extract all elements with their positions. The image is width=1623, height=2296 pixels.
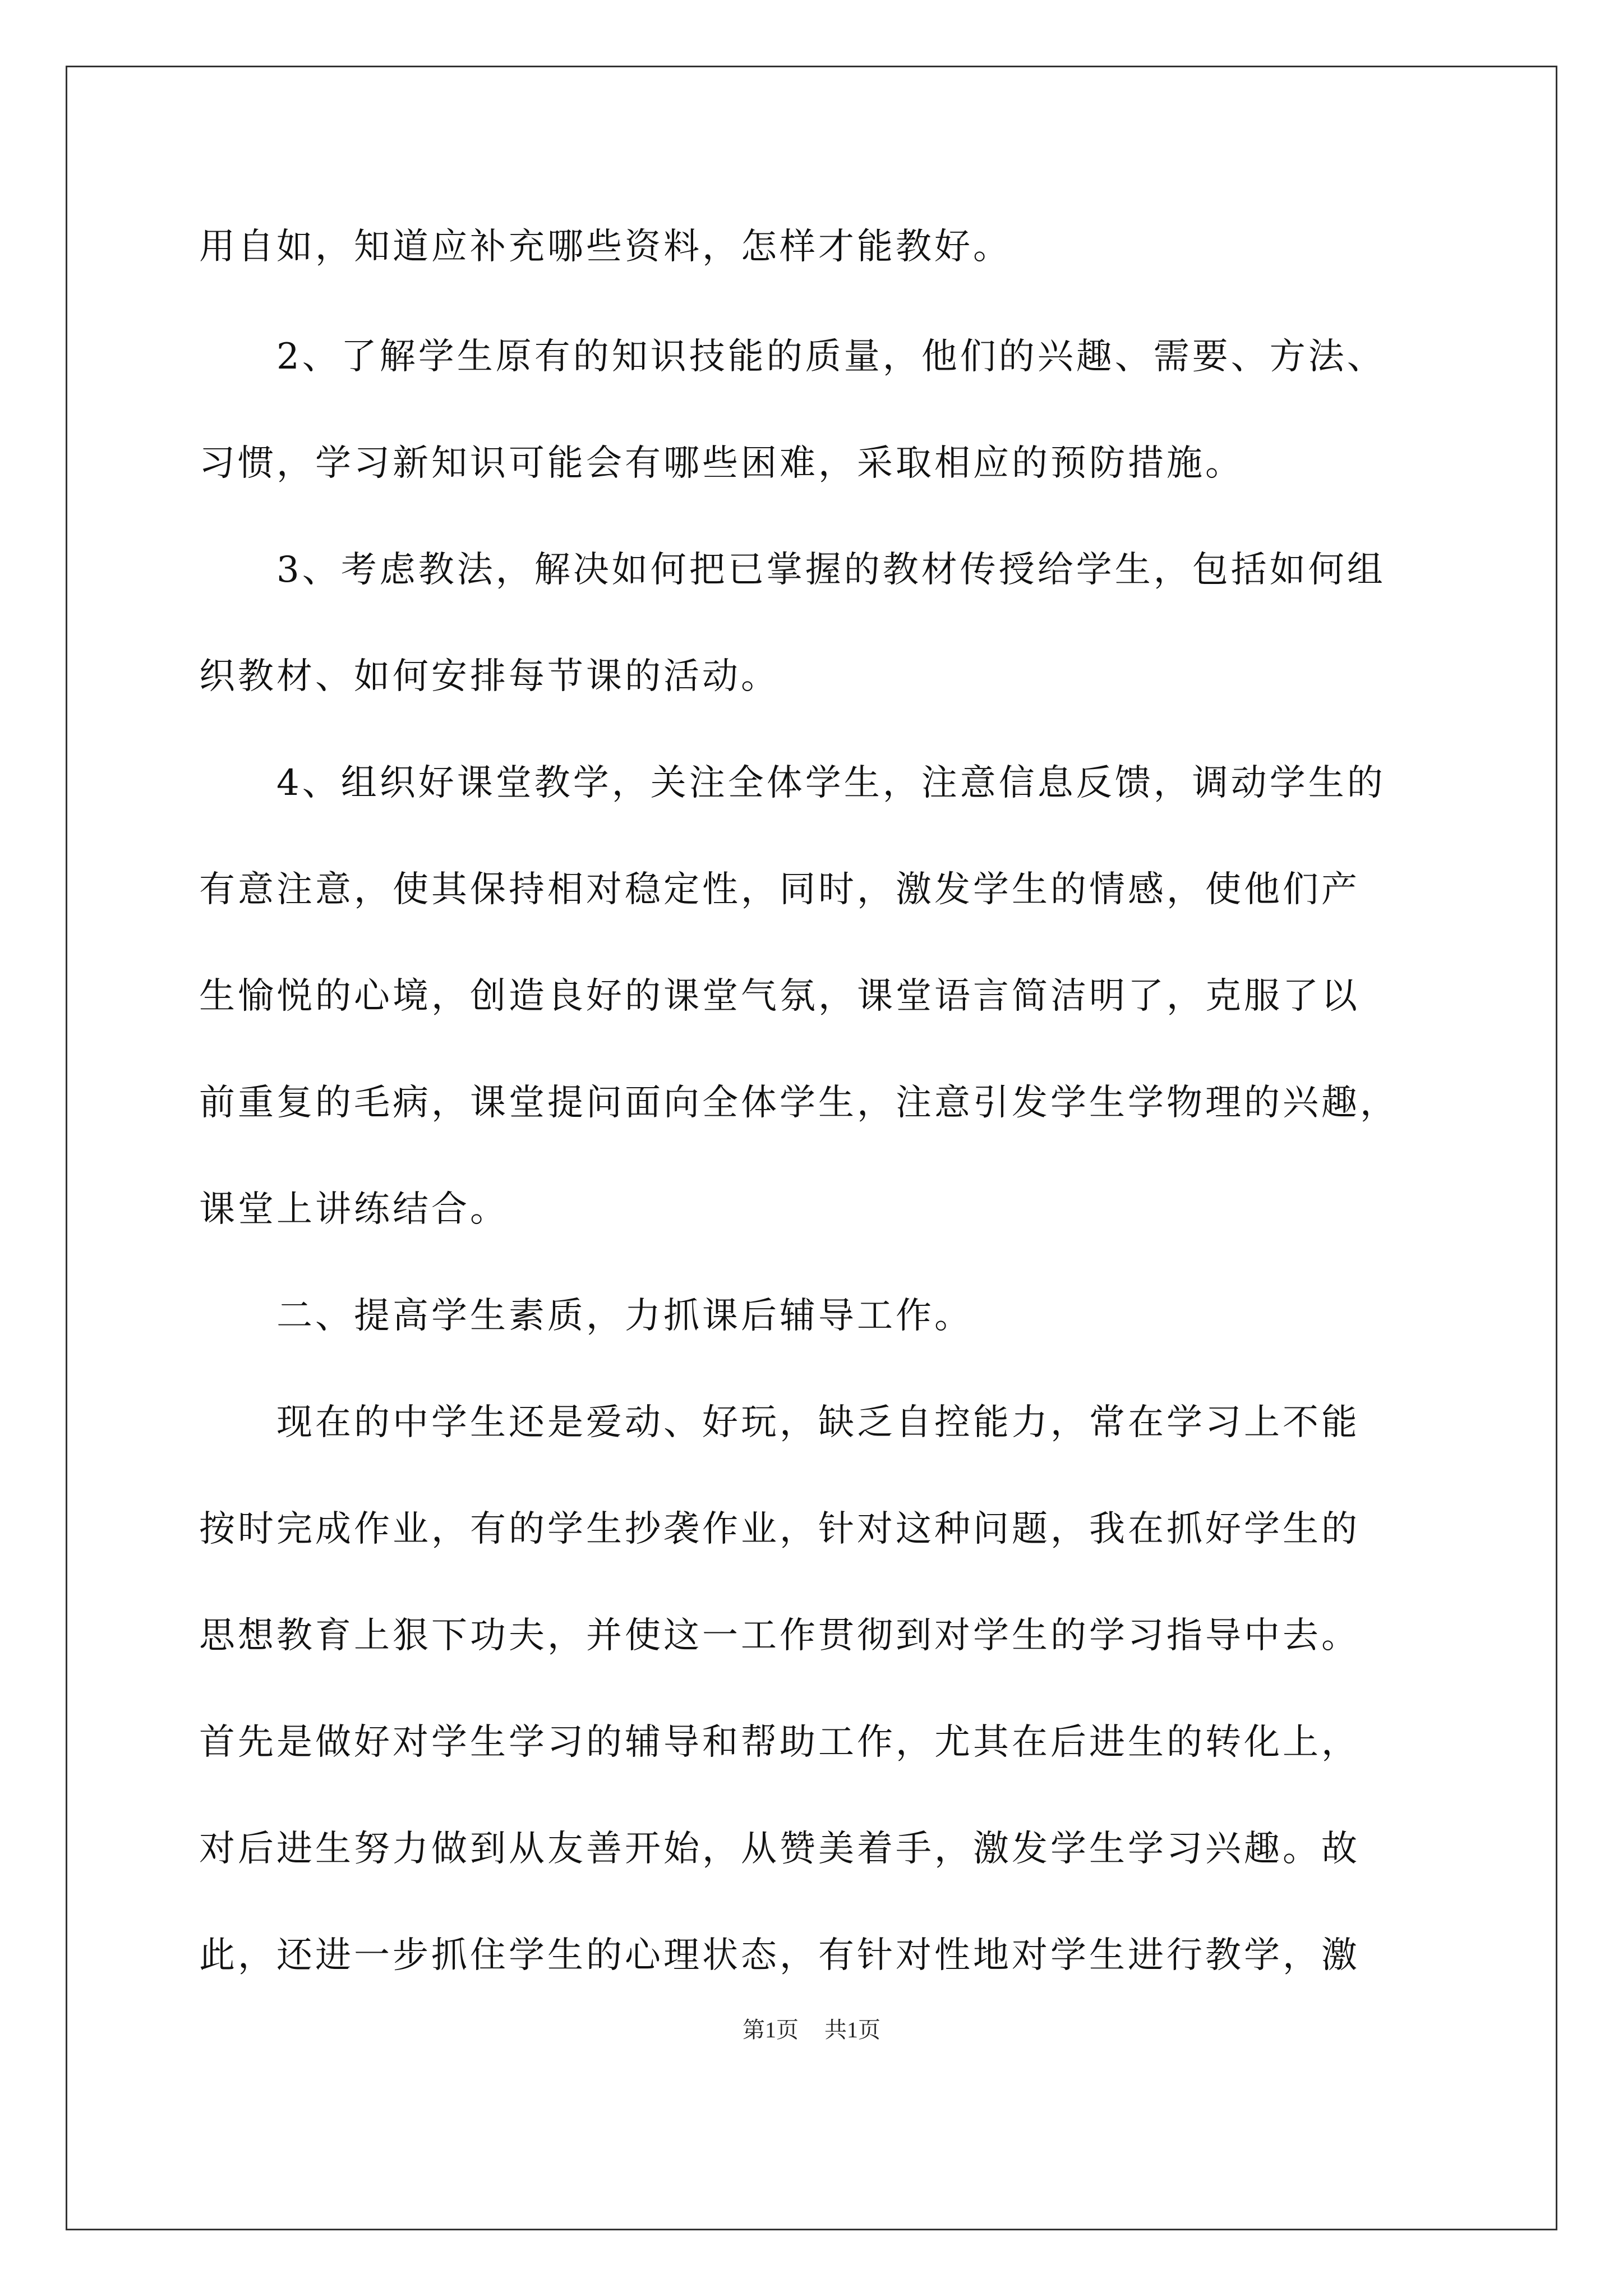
text-line: 按时完成作业，有的学生抄袭作业，针对这种问题，我在抓好学生的 (199, 1508, 1360, 1550)
text-line: 4、组织好课堂教学，关注全体学生，注意信息反馈，调动学生的 (199, 762, 1386, 804)
text-line: 现在的中学生还是爱动、好玩，缺乏自控能力，常在学习上不能 (199, 1402, 1360, 1443)
text-line: 有意注意，使其保持相对稳定性，同时，激发学生的情感，使他们产 (199, 869, 1360, 910)
text-line: 习惯，学习新知识可能会有哪些困难，采取相应的预防措施。 (199, 443, 1244, 484)
text-line: 前重复的毛病，课堂提问面向全体学生，注意引发学生学物理的兴趣， (199, 1082, 1399, 1124)
text-line: 3、考虑教法，解决如何把已掌握的教材传授给学生，包括如何组 (199, 549, 1386, 591)
text-line: 织教材、如何安排每节课的活动。 (199, 656, 780, 697)
text-line: 首先是做好对学生学习的辅导和帮助工作，尤其在后进生的转化上， (199, 1722, 1360, 1763)
text-line: 对后进生努力做到从友善开始，从赞美着手，激发学生学习兴趣。故 (199, 1828, 1360, 1870)
page-total: 共1页 (824, 2017, 880, 2042)
page-number: 第1页 (743, 2017, 799, 2042)
page-footer (0, 2016, 1623, 2044)
text-line: 此，还进一步抓住学生的心理状态，有针对性地对学生进行教学，激 (199, 1935, 1360, 1976)
text-line: 二、提高学生素质，力抓课后辅导工作。 (199, 1295, 973, 1337)
text-line: 课堂上讲练结合。 (199, 1189, 509, 1230)
text-line: 用自如，知道应补充哪些资料，怎样才能教好。 (199, 226, 1012, 268)
text-line: 2、了解学生原有的知识技能的质量，他们的兴趣、需要、方法、 (199, 336, 1386, 378)
text-line: 思想教育上狠下功夫，并使这一工作贯彻到对学生的学习指导中去。 (199, 1615, 1360, 1657)
page-border (66, 66, 1557, 2230)
text-line: 生愉悦的心境，创造良好的课堂气氛，课堂语言简洁明了，克服了以 (199, 976, 1360, 1017)
